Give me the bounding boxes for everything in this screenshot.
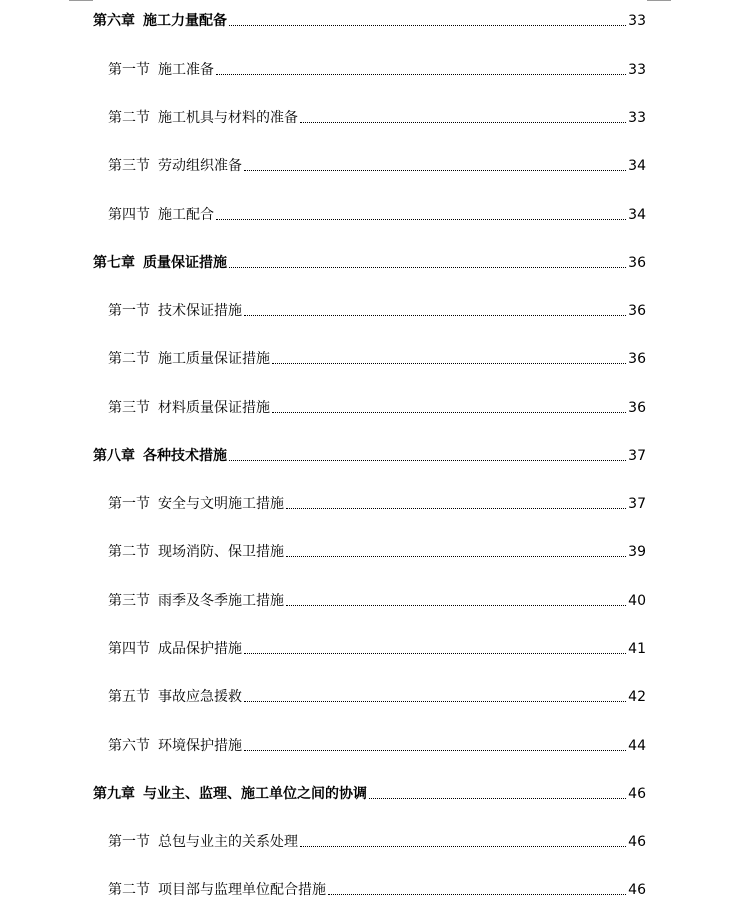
toc-title: 雨季及冬季施工措施 [158,593,284,609]
toc-page-number: 33 [628,62,646,78]
toc-title: 事故应急援救 [158,689,242,705]
toc-number: 第四节 [108,641,150,657]
toc-number: 第一节 [108,496,150,512]
toc-title: 项目部与监理单位配合措施 [158,882,326,898]
toc-number: 第三节 [108,593,150,609]
toc-page-number: 44 [628,738,646,754]
toc-section-8-2[interactable] [108,540,646,562]
toc-page-number: 34 [628,158,646,174]
dot-leader [244,314,626,316]
toc-title: 安全与文明施工措施 [158,496,284,512]
dot-leader [244,652,626,654]
toc-title: 环境保护措施 [158,738,242,754]
toc-page-number: 36 [628,303,646,319]
toc-chapter-7[interactable] [93,251,646,273]
toc-page-number: 39 [628,544,646,560]
toc-section-6-4[interactable] [108,203,646,225]
toc-number: 第二节 [108,351,150,367]
dot-leader [272,411,626,413]
toc-number: 第五节 [108,689,150,705]
toc-section-8-6[interactable] [108,734,646,756]
toc-section-7-3[interactable] [108,396,646,418]
toc-title: 施工力量配备 [143,13,227,29]
toc-page-number: 34 [628,207,646,223]
toc-title: 施工机具与材料的准备 [158,110,298,126]
toc-number: 第三节 [108,158,150,174]
dot-leader [286,555,626,557]
toc-section-9-2[interactable] [108,878,646,900]
toc-page-number: 40 [628,593,646,609]
toc-number: 第二节 [108,544,150,560]
toc-title: 各种技术措施 [143,448,227,464]
toc-section-7-1[interactable] [108,299,646,321]
toc-page-number: 37 [628,496,646,512]
toc-page-number: 46 [628,786,646,802]
dot-leader [272,362,626,364]
toc-number: 第一节 [108,303,150,319]
toc-number: 第六节 [108,738,150,754]
dot-leader [300,121,626,123]
toc-chapter-8[interactable] [93,444,646,466]
dot-leader [328,893,626,895]
toc-title: 现场消防、保卫措施 [158,544,284,560]
toc-number: 第八章 [93,448,135,464]
dot-leader [229,266,626,268]
toc-section-6-3[interactable] [108,154,646,176]
dot-leader [216,218,626,220]
dot-leader [286,507,626,509]
toc-page-number: 33 [628,110,646,126]
toc-title: 总包与业主的关系处理 [158,834,298,850]
toc-number: 第二节 [108,882,150,898]
dot-leader [286,604,626,606]
toc-number: 第三节 [108,400,150,416]
toc-title: 材料质量保证措施 [158,400,270,416]
dot-leader [229,459,626,461]
toc-page-number: 46 [628,882,646,898]
toc-page-number: 42 [628,689,646,705]
toc-title: 成品保护措施 [158,641,242,657]
crop-mark-left [69,0,93,1]
toc-number: 第六章 [93,13,135,29]
toc-page-number: 41 [628,641,646,657]
dot-leader [216,73,626,75]
toc-page-number: 36 [628,351,646,367]
crop-mark-right [647,0,671,1]
toc-number: 第一节 [108,62,150,78]
toc-chapter-9[interactable] [93,782,646,804]
toc-page-number: 46 [628,834,646,850]
toc-number: 第九章 [93,786,135,802]
toc-title: 技术保证措施 [158,303,242,319]
dot-leader [229,24,626,26]
toc-number: 第二节 [108,110,150,126]
toc-title: 劳动组织准备 [158,158,242,174]
toc-page-number: 36 [628,255,646,271]
dot-leader [244,700,626,702]
toc-title: 与业主、监理、施工单位之间的协调 [143,786,367,802]
toc-chapter-6[interactable] [93,9,646,31]
toc-page-number: 33 [628,13,646,29]
toc-number: 第七章 [93,255,135,271]
toc-section-6-2[interactable] [108,106,646,128]
toc-section-6-1[interactable] [108,58,646,80]
toc-title: 施工质量保证措施 [158,351,270,367]
toc-title: 质量保证措施 [143,255,227,271]
toc-section-8-5[interactable] [108,685,646,707]
toc-number: 第四节 [108,207,150,223]
dot-leader [300,845,626,847]
toc-section-9-1[interactable] [108,830,646,852]
toc-title: 施工配合 [158,207,214,223]
toc-page-number: 37 [628,448,646,464]
toc-section-8-4[interactable] [108,637,646,659]
toc-section-8-3[interactable] [108,589,646,611]
toc-title: 施工准备 [158,62,214,78]
dot-leader [369,797,626,799]
toc-number: 第一节 [108,834,150,850]
dot-leader [244,169,626,171]
dot-leader [244,749,626,751]
toc-section-8-1[interactable] [108,492,646,514]
toc-page-number: 36 [628,400,646,416]
toc-section-7-2[interactable] [108,347,646,369]
